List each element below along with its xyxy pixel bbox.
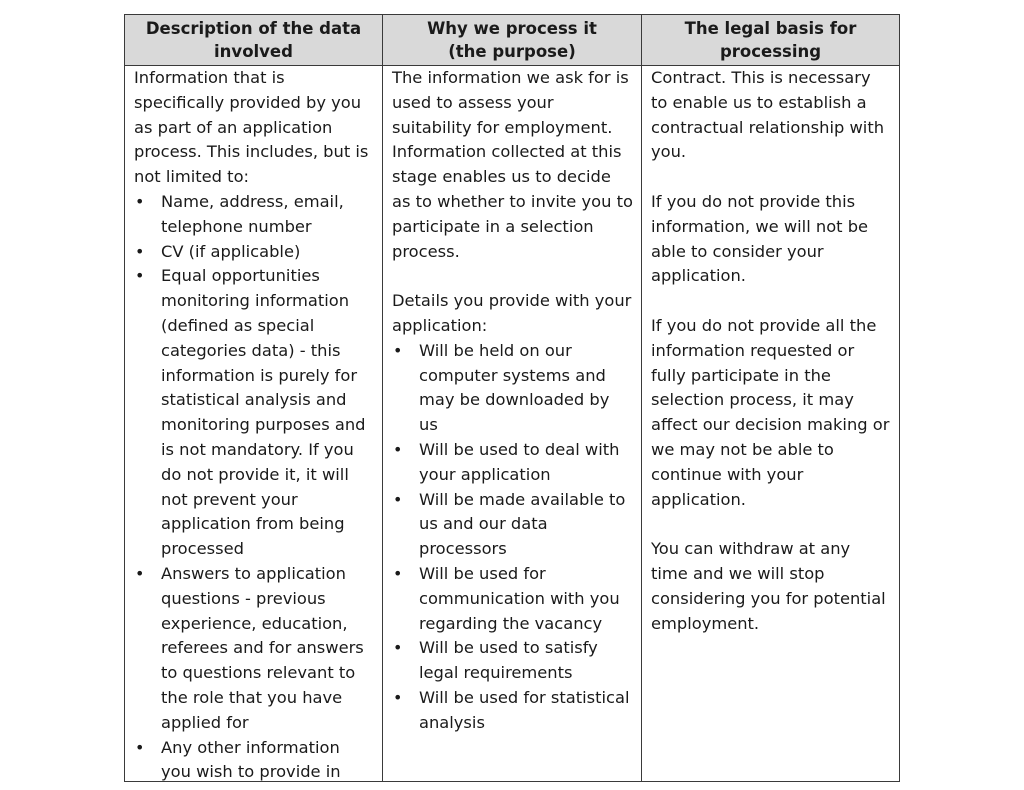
list-item: • Any other information you wish to provide in	[134, 736, 374, 781]
header-legal-basis	[642, 15, 899, 66]
description-bullet-list	[134, 190, 374, 781]
header-description-line2: involved	[214, 42, 293, 61]
list-item: • Will be held on our computer systems and may be downloaded by us	[392, 339, 633, 438]
list-item: • Will be used to deal with your application	[392, 438, 633, 488]
header-purpose-line2: (the purpose)	[448, 42, 576, 61]
list-item: • Answers to application questions - previous experience, education, referees and for answers to questions relevant to the role that you have applied for	[134, 562, 374, 736]
legal-basis-paragraph: Contract. This is necessary to enable us to establish a contractual relationship with you.	[651, 68, 885, 162]
legal-basis-cell	[642, 66, 899, 781]
list-item: • Will be used to satisfy legal requirements	[392, 636, 633, 686]
header-purpose	[383, 15, 642, 66]
legal-basis-paragraph: If you do not provide all the information requested or fully participate in the selection process, it may affect our decision making or we may not be able to continue with your application.	[651, 315, 890, 509]
list-item: • CV (if applicable)	[134, 240, 374, 265]
header-legal-basis-line1: The legal basis for	[684, 19, 857, 38]
header-legal-basis-line2: processing	[719, 42, 822, 61]
paragraph-gap	[651, 165, 891, 190]
description-cell	[125, 66, 383, 781]
paragraph-gap	[651, 512, 891, 537]
list-item: • Name, address, email, telephone number	[134, 190, 374, 240]
list-item: • Equal opportunities monitoring information (defined as special categories data) - this information is purely for statistical analysis and monitoring purposes and is not mandatory. If you do not provide it, it will not prevent your application from being processed	[134, 264, 374, 562]
list-item: • Will be used for statistical analysis	[392, 686, 633, 736]
header-description-line1: Description of the data	[145, 19, 362, 38]
purpose-intro: The information we ask for is used to assess your suitability for employment. Information collected at this stage enables us to decide as to whether to invite you to participate in a selection process.	[392, 68, 633, 261]
list-item: • Will be made available to us and our data processors	[392, 488, 633, 562]
purpose-details-heading: Details you provide with your application:	[392, 291, 632, 335]
legal-basis-paragraph: If you do not provide this information, we will not be able to consider your application.	[651, 191, 869, 286]
header-purpose-line1: Why we process it	[427, 19, 597, 38]
list-item: • Will be used for communication with you regarding the vacancy	[392, 562, 633, 636]
paragraph-gap	[392, 264, 633, 289]
purpose-cell	[383, 66, 642, 781]
header-description	[125, 15, 383, 66]
paragraph-gap	[651, 289, 891, 314]
data-processing-table	[124, 14, 900, 782]
purpose-bullet-list	[392, 339, 633, 736]
description-intro: Information that is specifically provided by you as part of an application process. This includes, but is not limited to:	[134, 68, 369, 187]
legal-basis-paragraph: You can withdraw at any time and we will stop considering you for potential employment.	[651, 539, 886, 633]
